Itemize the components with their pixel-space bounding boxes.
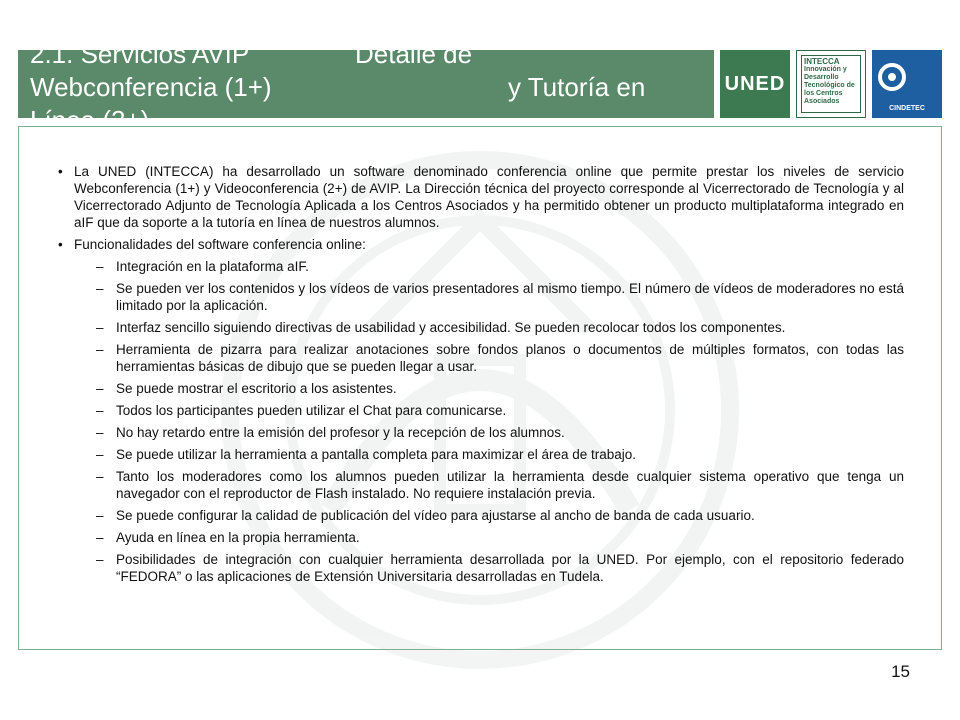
page-number: 15 <box>891 662 910 681</box>
bullet-marker: • <box>58 164 63 179</box>
bullet-marker: • <box>58 237 63 252</box>
dash-marker: – <box>96 281 104 296</box>
feature-text: Posibilidades de integración con cualquier herramienta desarrollada por la UNED. Por ejemplo, con el repositorio federado “FEDORA” o las aplicaciones de Extensión Universitaria desarrolladas en Tudela. <box>116 552 904 584</box>
feature-text: Se pueden ver los contenidos y los vídeos de varios presentadores al mismo tiempo. El número de vídeos de moderadores no está limitado por la aplicación. <box>116 281 904 313</box>
feature-item <box>56 341 904 375</box>
feature-text: Se puede mostrar el escritorio a los asistentes. <box>116 381 397 396</box>
feature-item <box>56 468 904 502</box>
intecca-line: Tecnológico de <box>804 82 855 89</box>
feature-item <box>56 319 904 336</box>
title-line3: Línea (2+) <box>30 105 150 135</box>
dash-marker: – <box>96 508 104 523</box>
page-title <box>30 38 710 137</box>
intecca-line: los Centros <box>804 90 843 97</box>
dash-marker: – <box>96 530 104 545</box>
cindetec-logo <box>872 50 942 118</box>
bullet-intro <box>56 163 904 231</box>
dash-marker: – <box>96 342 104 357</box>
dash-marker: – <box>96 381 104 396</box>
title-line2-part1: Webconferencia (1+) <box>30 72 272 102</box>
feature-text: Se puede configurar la calidad de publicación del vídeo para ajustarse al ancho de banda de cada usuario. <box>116 508 755 523</box>
feature-item <box>56 446 904 463</box>
intecca-line: Innovación y <box>804 66 847 73</box>
feature-item <box>56 529 904 546</box>
feature-text: Integración en la plataforma aIF. <box>116 259 309 274</box>
intecca-line: Asociados <box>804 98 840 105</box>
slide-content <box>56 163 904 590</box>
feature-item <box>56 507 904 524</box>
feature-text: Todos los participantes pueden utilizar el Chat para comunicarse. <box>116 403 507 418</box>
title-line2-part2: y Tutoría en <box>508 72 646 102</box>
feature-text: Tanto los moderadores como los alumnos pueden utilizar la herramienta desde cualquier sistema operativo que tenga un navegador con el reproductor de Flash instalado. No requiere instalación previa. <box>116 469 904 501</box>
dash-marker: – <box>96 447 104 462</box>
feature-item <box>56 402 904 419</box>
dash-marker: – <box>96 259 104 274</box>
feature-item <box>56 280 904 314</box>
uned-logo: UNED <box>720 50 790 118</box>
intecca-logo-text <box>801 55 861 113</box>
title-line1-part1: 2.1. Servicios AVIP <box>30 39 250 69</box>
intecca-line: Desarrollo <box>804 74 839 81</box>
cindetec-label: CINDETEC <box>889 105 925 112</box>
feature-item <box>56 551 904 585</box>
dash-marker: – <box>96 552 104 567</box>
dash-marker: – <box>96 320 104 335</box>
feature-text: Herramienta de pizarra para realizar anotaciones sobre fondos planos o documentos de múltiples formatos, con todas las herramientas básicas de dibujo que se pueden llegar a usar. <box>116 342 904 374</box>
features-list <box>56 258 904 585</box>
dash-marker: – <box>96 469 104 484</box>
title-bar <box>18 39 714 135</box>
feature-item <box>56 258 904 275</box>
bullet-text: La UNED (INTECCA) ha desarrollado un software denominado conferencia online que permite prestar los niveles de servicio Webconferencia (1+) y Videoconferencia (2+) de AVIP. La Dirección técnica del proyecto corresponde al Vicerrectorado de Tecnología y al Vicerrectorado Adjunto de Tecnología Aplicada a los Centros Asociados y ha permitido obtener un producto multiplataforma integrado en aIF que da soporte a la tutoría en línea de nuestros alumnos. <box>74 164 904 230</box>
feature-item <box>56 380 904 397</box>
feature-text: No hay retardo entre la emisión del profesor y la recepción de los alumnos. <box>116 425 565 440</box>
dash-marker: – <box>96 425 104 440</box>
dash-marker: – <box>96 403 104 418</box>
cindetec-emblem-icon <box>872 50 942 100</box>
feature-text: Ayuda en línea en la propia herramienta. <box>116 530 360 545</box>
bullet-text: Funcionalidades del software conferencia online: <box>74 237 366 252</box>
intecca-logo <box>796 50 866 118</box>
intecca-line: INTECCA <box>804 57 840 66</box>
bullet-features-heading <box>56 236 904 253</box>
feature-text: Interfaz sencillo siguiendo directivas de usabilidad y accesibilidad. Se pueden recolocar todos los componentes. <box>116 320 786 335</box>
feature-item <box>56 424 904 441</box>
title-line1-part2: Detalle de <box>355 39 473 69</box>
header-logos <box>720 50 942 118</box>
feature-text: Se puede utilizar la herramienta a pantalla completa para maximizar el área de trabajo. <box>116 447 637 462</box>
